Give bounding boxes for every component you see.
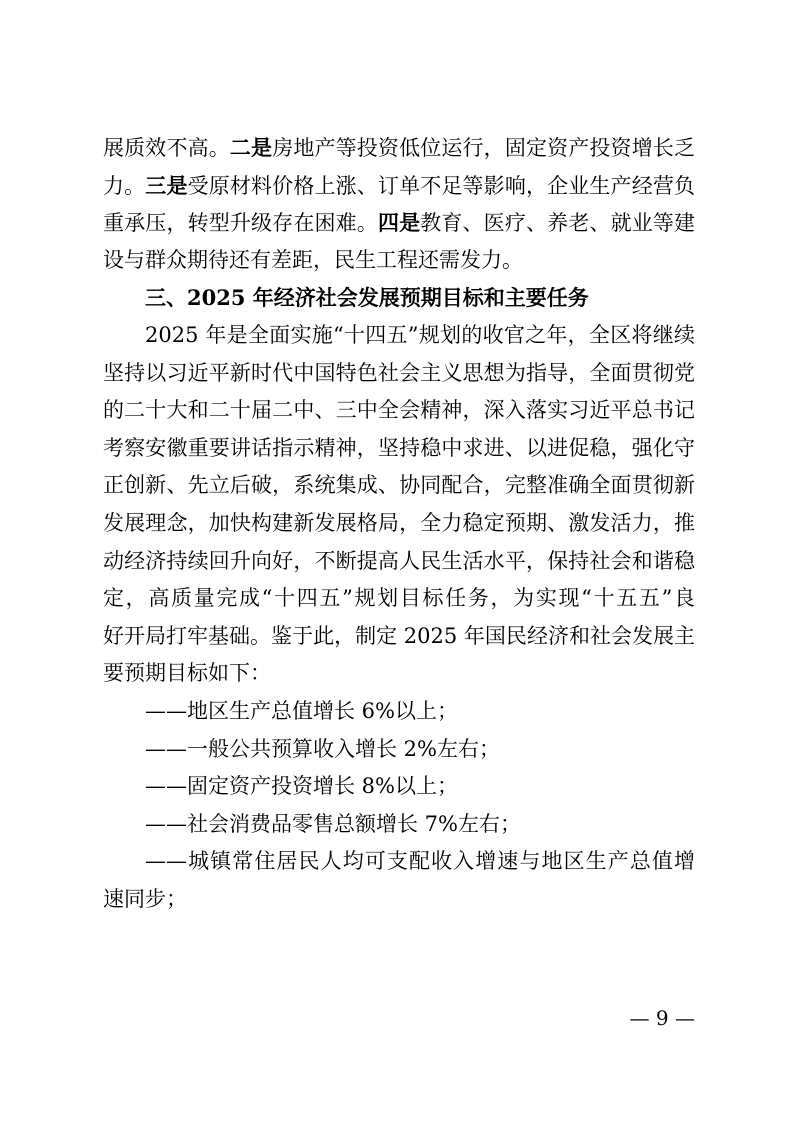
section-heading: 三、2025 年经济社会发展预期目标和主要任务: [145, 285, 589, 311]
document-body: [103, 129, 695, 918]
paragraph-line: 动经济持续回升向好，不断提高人民生活水平，保持社会和谐稳: [103, 548, 695, 573]
target-item-continued: 速同步；: [103, 886, 187, 911]
paragraph-line: [103, 129, 695, 167]
bold-marker: 二是: [229, 135, 273, 160]
paragraph-line: 发展理念，加快构建新发展格局，全力稳定预期、激发活力，推: [103, 510, 695, 535]
paragraph-line: 好开局打牢基础。鉴于此，制定 2025 年国民经济和社会发展主: [103, 623, 695, 648]
text-span: 重承压，转型升级存在困难。: [103, 211, 378, 236]
text-span: 房地产等投资低位运行，固定资产投资增长乏: [272, 136, 696, 160]
paragraph-line: 要预期目标如下：: [103, 661, 271, 686]
target-item: ——地区生产总值增长 6%以上；: [145, 698, 458, 723]
target-item: ——固定资产投资增长 8%以上；: [145, 774, 458, 799]
text-span: 受原材料价格上涨、订单不足等影响，企业生产经营负: [187, 173, 695, 198]
target-item: ——社会消费品零售总额增长 7%左右；: [145, 811, 521, 836]
target-item: ——一般公共预算收入增长 2%左右；: [145, 736, 500, 761]
paragraph-line: 的二十大和二十届二中、三中全会精神，深入落实习近平总书记: [103, 398, 695, 423]
paragraph-line: [103, 204, 695, 242]
text-span: 教育、医疗、养老、就业等建: [420, 211, 696, 236]
paragraph-line: 坚持以习近平新时代中国特色社会主义思想为指导，全面贯彻党: [103, 360, 695, 385]
target-item: ——城镇常住居民人均可支配收入增速与地区生产总值增: [145, 849, 695, 874]
paragraph-line: [103, 167, 695, 205]
page-number: — 9 —: [629, 1006, 695, 1030]
text-span: 力。: [103, 173, 146, 198]
bold-marker: 三是: [145, 172, 188, 198]
paragraph-line: 正创新、先立后破，系统集成、协同配合，完整准确全面贯彻新: [103, 473, 695, 498]
bold-marker: 四是: [377, 210, 421, 236]
paragraph-line: 定，高质量完成“十四五”规划目标任务，为实现“十五五”良: [103, 586, 695, 611]
paragraph-line: 考察安徽重要讲话指示精神，坚持稳中求进、以进促稳，强化守: [103, 435, 695, 460]
paragraph-line: 设与群众期待还有差距，民生工程还需发力。: [103, 247, 523, 272]
text-span: 展质效不高。: [103, 136, 230, 160]
paragraph-line: 2025 年是全面实施“十四五”规划的收官之年，全区将继续: [145, 322, 695, 347]
